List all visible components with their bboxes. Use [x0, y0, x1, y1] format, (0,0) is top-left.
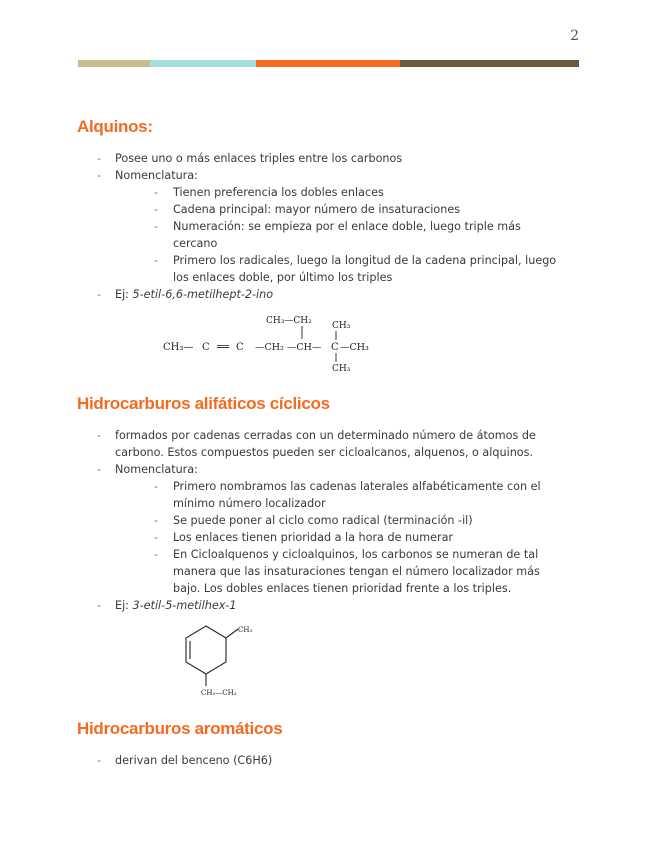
heading-alquinos: Alquinos: [77, 117, 153, 136]
list-item: - Primero los radicales, luego la longitud de la cadena principal, luego los enlaces doble, por último los triples [154, 252, 567, 286]
ethyl-label: CH₂—CH₃ [201, 689, 237, 697]
list-item: - Tienen preferencia los dobles enlaces [154, 184, 567, 201]
list-item: - Cadena principal: mayor número de insaturaciones [154, 201, 567, 218]
formula-bottom: CH₃ [332, 364, 351, 374]
page-number: 2 [570, 28, 579, 44]
example-prefix: Ej: [115, 599, 133, 612]
methyl-bond [226, 629, 238, 638]
list-item: - En Cicloalquenos y cicloalquinos, los carbonos se numeran de tal manera que las insaturaciones tengan el número localizador más bajo. Los dobles enlaces tienen prioridad frente a los triples. [154, 546, 567, 597]
formula-main-6: C [331, 342, 339, 353]
formula-main-4: C [236, 342, 244, 353]
heading-ciclicos: Hidrocarburos alifáticos cíclicos [77, 394, 330, 413]
aromaticos-list [97, 752, 567, 769]
formula-top-right: CH₃ [332, 321, 351, 331]
example-name: 5-etil-6,6-metilhept-2-ino [132, 288, 274, 301]
list-item: - Se puede poner al ciclo como radical (terminación -il) [154, 512, 567, 529]
list-item: - derivan del benceno (C6H6) [97, 752, 567, 769]
list-item: - Primero nombramos las cadenas laterales alfabéticamente con el mínimo número localizador [154, 478, 567, 512]
formula-top-left: CH₃—CH₂ [266, 316, 312, 326]
formula-main-7: —CH₃ [340, 342, 369, 353]
formula-main-2: C [202, 342, 210, 353]
list-item: - Numeración: se empieza por el enlace doble, luego triple más cercano [154, 218, 567, 252]
ring [186, 626, 226, 674]
list-item-label: Nomenclatura: [115, 169, 198, 182]
list-item: - Posee uno o más enlaces triples entre los carbonos [97, 150, 567, 167]
list-item: - formados por cadenas cerradas con un determinado número de átomos de carbono. Estos compuestos pueden ser cicloalcanos, alquenos, o alquinos. [97, 427, 567, 461]
methyl-label: CH₃ [238, 626, 253, 634]
example-name: 3-etil-5-metilhex-1 [132, 599, 237, 612]
formula-main-1: CH₃— [163, 342, 194, 353]
formula-main-5: —CH₂ —CH— [255, 342, 322, 353]
list-item: - Los enlaces tienen prioridad a la hora de numerar [154, 529, 567, 546]
formula-main-3: ══ [217, 342, 230, 353]
heading-aromaticos: Hidrocarburos aromáticos [77, 719, 283, 738]
example-prefix: Ej: [115, 288, 133, 301]
list-item-label: Nomenclatura: [115, 463, 198, 476]
